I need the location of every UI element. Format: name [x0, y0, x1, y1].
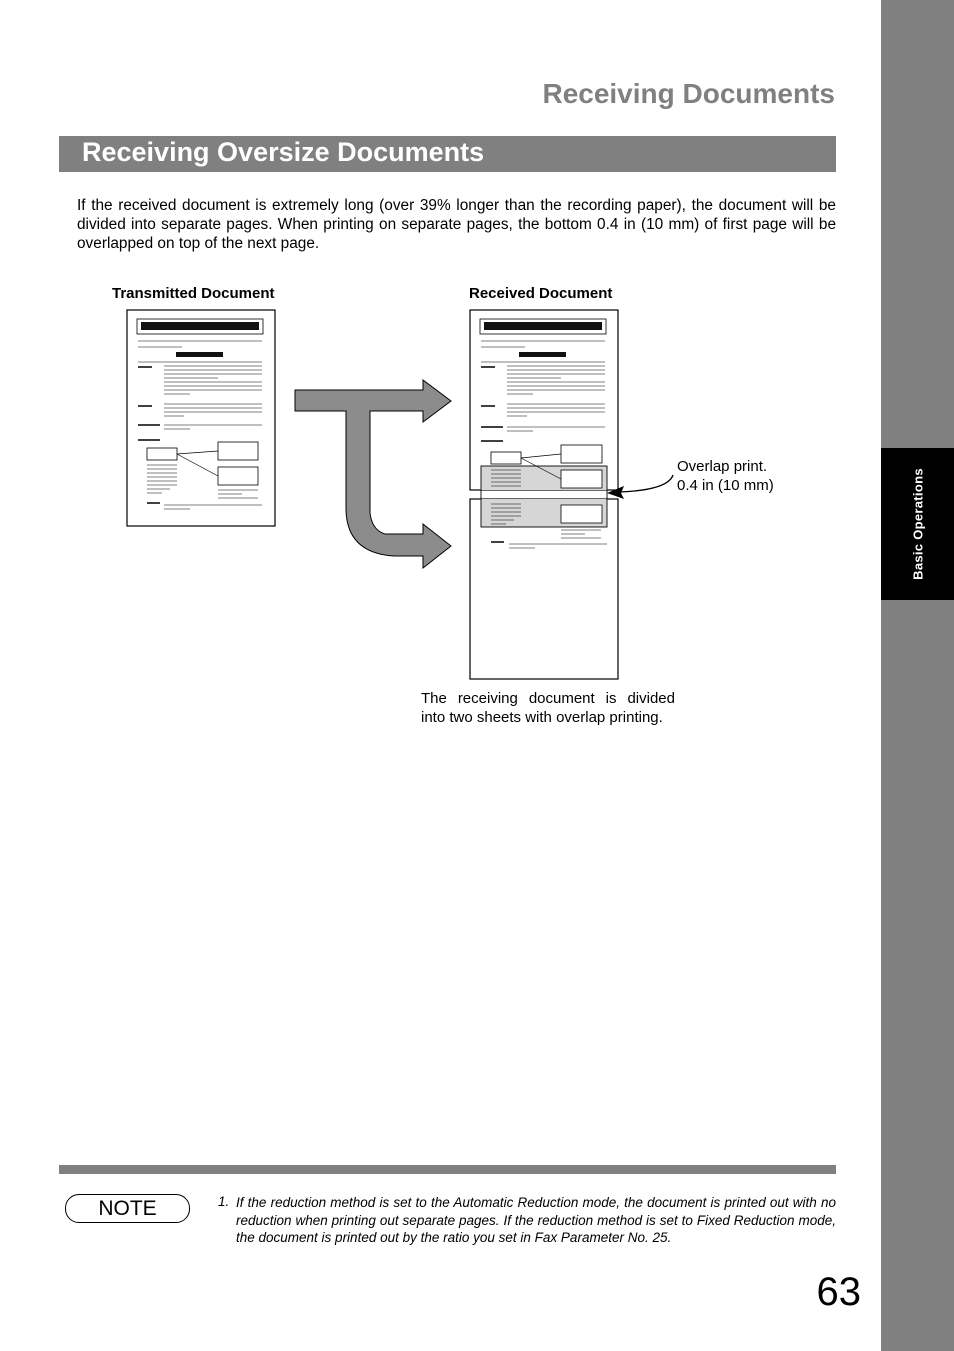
received-document-label: Received Document [469, 285, 613, 302]
note-badge: NOTE [65, 1194, 190, 1223]
page-number: 63 [816, 1270, 861, 1314]
transmitted-document-illustration [127, 310, 275, 526]
received-first-sheet [470, 310, 618, 490]
transmitted-document-label: Transmitted Document [112, 285, 275, 302]
note-number: 1. [218, 1194, 230, 1209]
intro-paragraph: If the received document is extremely long (over 39% longer than the recording paper), the document will be divided into separate pages. When printing on separate pages, the bottom 0.4 in (10 mm) of first page will be overlapped on top of the next page. [77, 197, 836, 252]
note-divider [59, 1165, 836, 1174]
section-title: Receiving Oversize Documents [82, 137, 485, 167]
overlap-callout-line-1: Overlap print. [677, 458, 768, 475]
note-text: If the reduction method is set to the Automatic Reduction mode, the document is printed out with no reduction when printing out separate pages. If the reduction method is set to Fixed Reduction mode, the document is printed out by the ratio you set in Fax Parameter No. 25. [236, 1195, 836, 1245]
side-strip [881, 0, 954, 1351]
overlap-callout-line-2: 0.4 in (10 mm) [677, 477, 774, 494]
chapter-title: Receiving Documents [542, 78, 835, 109]
overlap-callout [677, 457, 774, 495]
diagram-caption: The receiving document is divided into two sheets with overlap printing. [421, 690, 675, 726]
side-tab-label: Basic Operations [910, 468, 926, 580]
received-second-sheet [470, 499, 618, 679]
split-arrow-icon [295, 380, 451, 568]
